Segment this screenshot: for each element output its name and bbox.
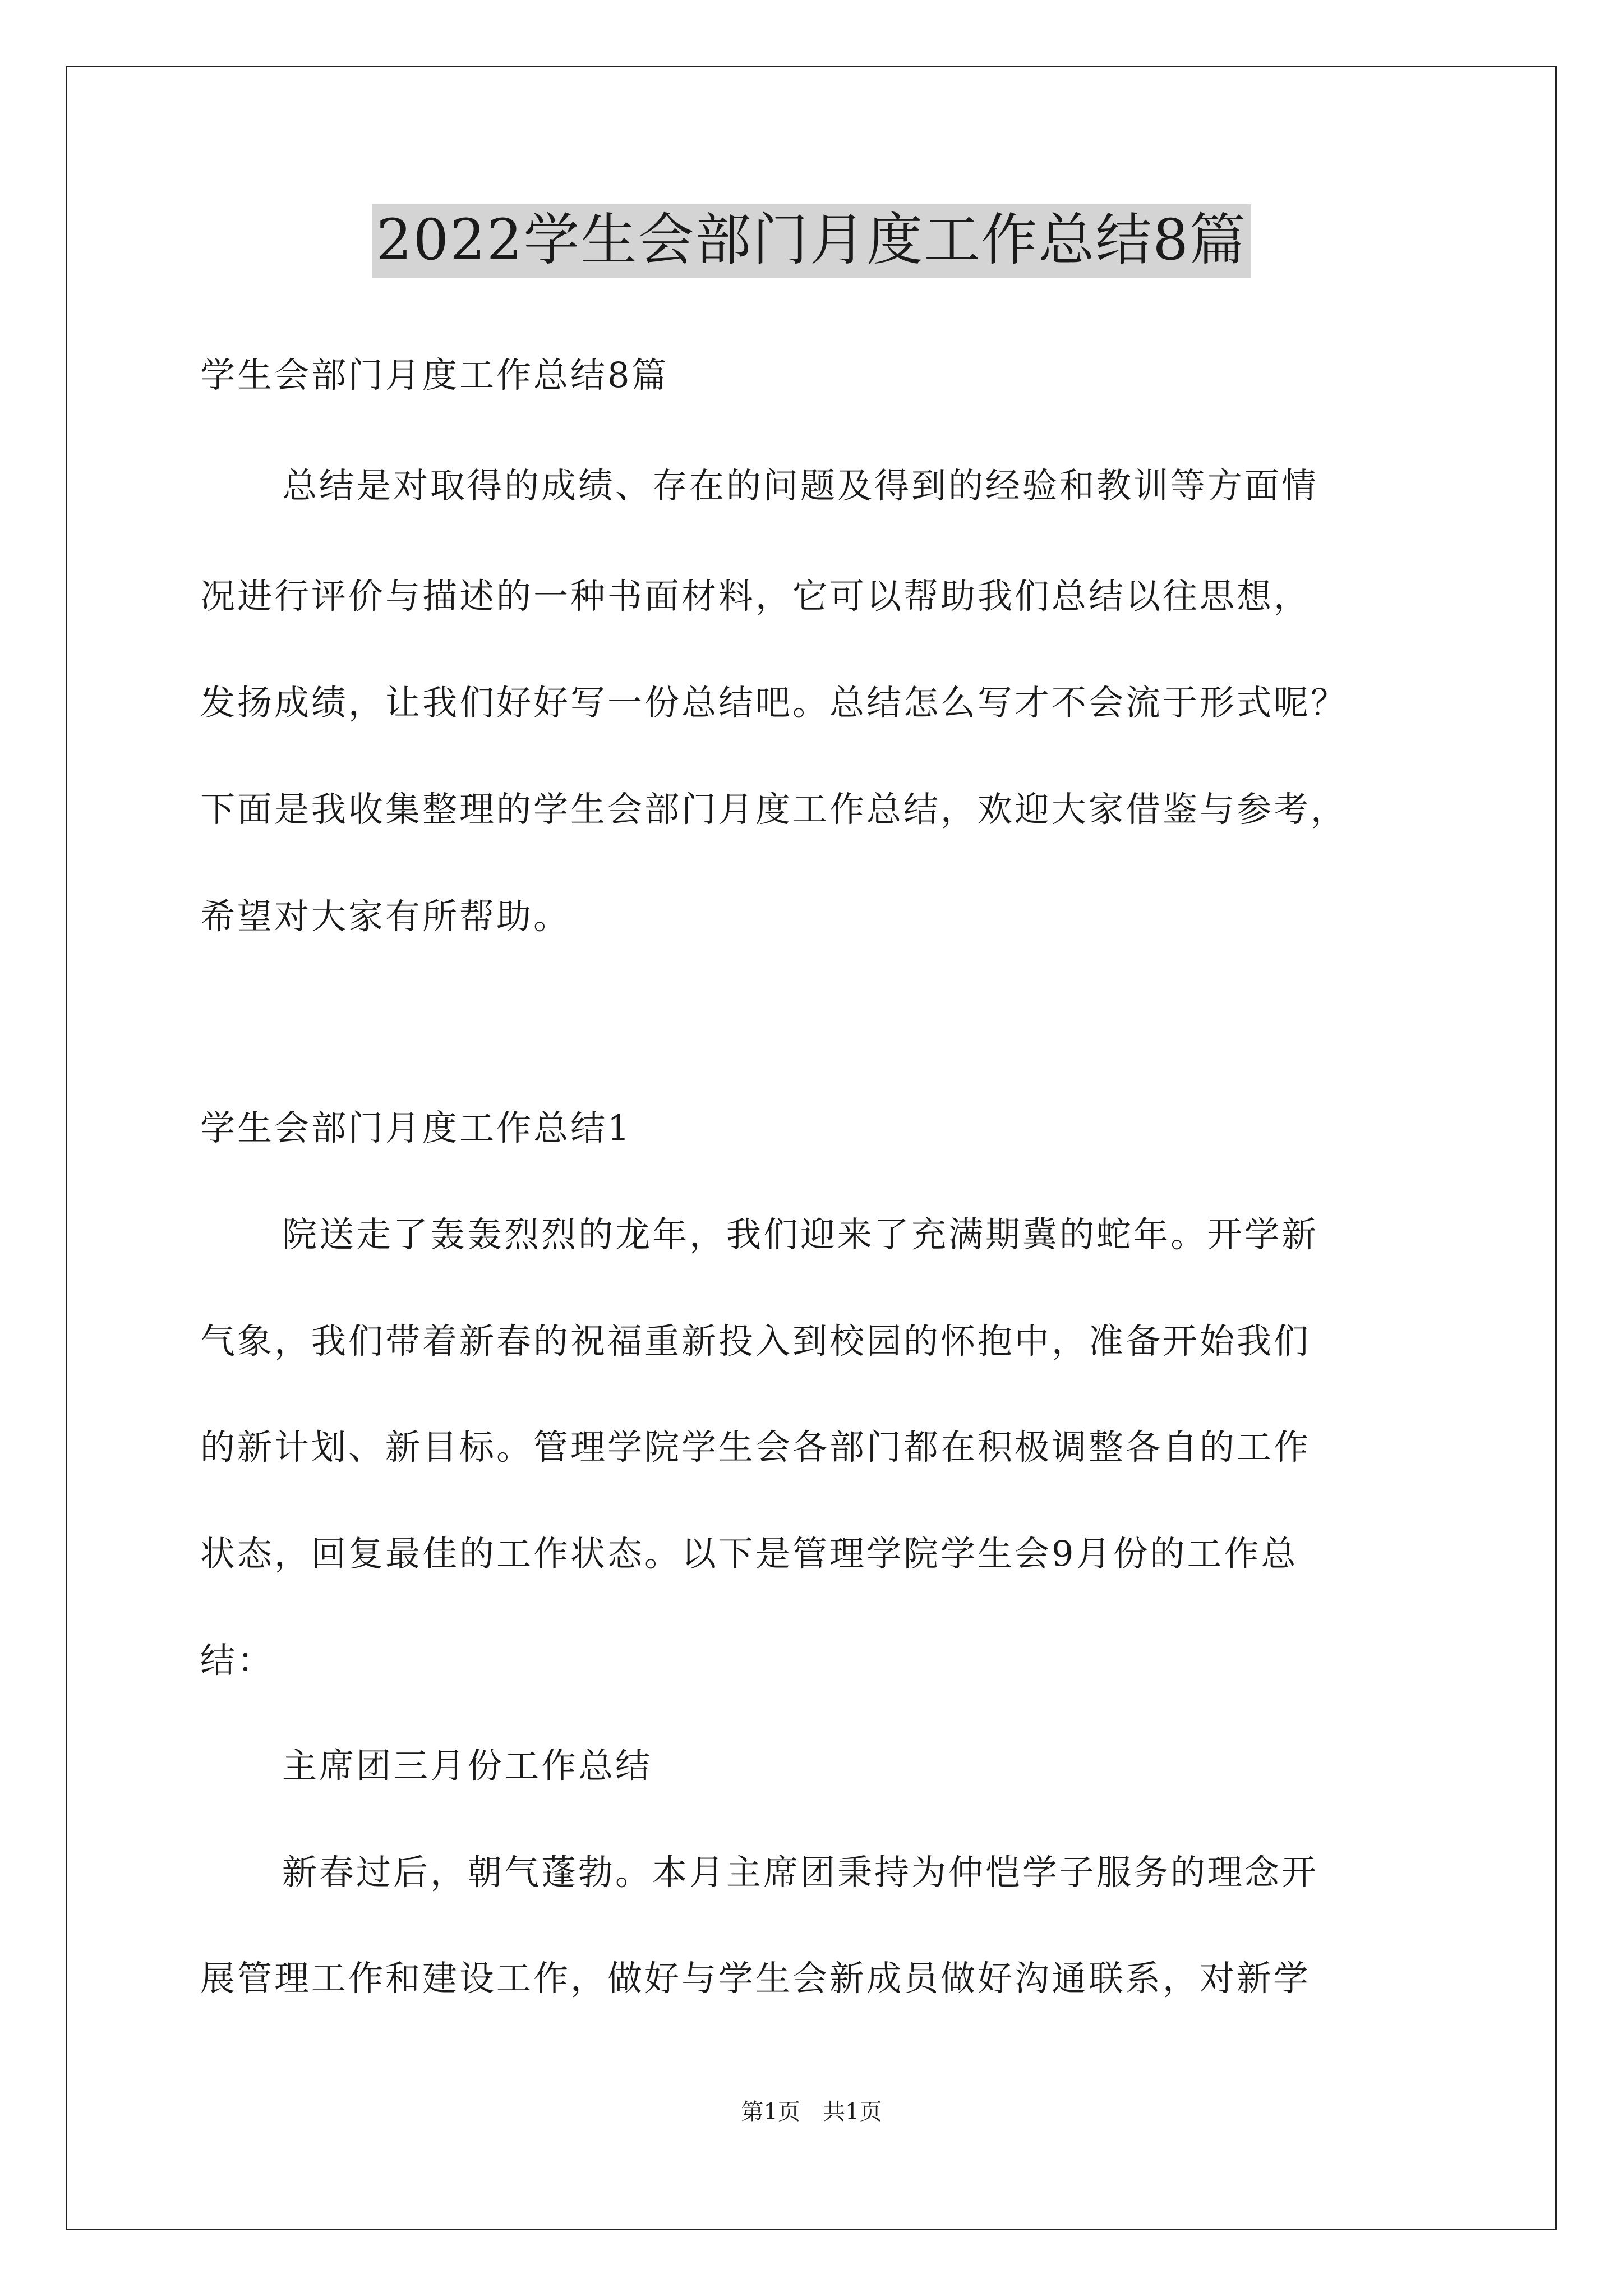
- document-title-text: 2022学生会部门月度工作总结8篇: [372, 204, 1251, 278]
- body-line: 状态，回复最佳的工作状态。以下是管理学院学生会9月份的工作总: [200, 1533, 1298, 1574]
- body-line: 气象，我们带着新春的祝福重新投入到校园的怀抱中，准备开始我们: [200, 1320, 1311, 1361]
- body-line: 况进行评价与描述的一种书面材料，它可以帮助我们总结以往思想，: [200, 576, 1311, 616]
- body-line: 结：: [200, 1640, 275, 1681]
- body-line: 总结是对取得的成绩、存在的问题及得到的经验和教训等方面情: [282, 465, 1319, 506]
- section-heading: 学生会部门月度工作总结1: [200, 1107, 632, 1148]
- document-title: [0, 204, 1623, 278]
- subsection-heading: 主席团三月份工作总结: [282, 1745, 653, 1786]
- body-line: 院送走了轰轰烈烈的龙年，我们迎来了充满期冀的蛇年。开学新: [282, 1214, 1319, 1255]
- body-line: 希望对大家有所帮助。: [200, 896, 571, 937]
- body-line: 新春过后，朝气蓬勃。本月主席团秉持为仲恺学子服务的理念开: [282, 1852, 1319, 1893]
- body-line: 的新计划、新目标。管理学院学生会各部门都在积极调整各自的工作: [200, 1427, 1311, 1467]
- intro-heading: 学生会部门月度工作总结8篇: [200, 355, 669, 395]
- page-number-footer: 第1页 共1页: [741, 2099, 882, 2125]
- body-line: 下面是我收集整理的学生会部门月度工作总结，欢迎大家借鉴与参考，: [200, 789, 1348, 830]
- body-line: 发扬成绩，让我们好好写一份总结吧。总结怎么写才不会流于形式呢？: [200, 682, 1348, 723]
- body-line: 展管理工作和建设工作，做好与学生会新成员做好沟通联系，对新学: [200, 1958, 1311, 1999]
